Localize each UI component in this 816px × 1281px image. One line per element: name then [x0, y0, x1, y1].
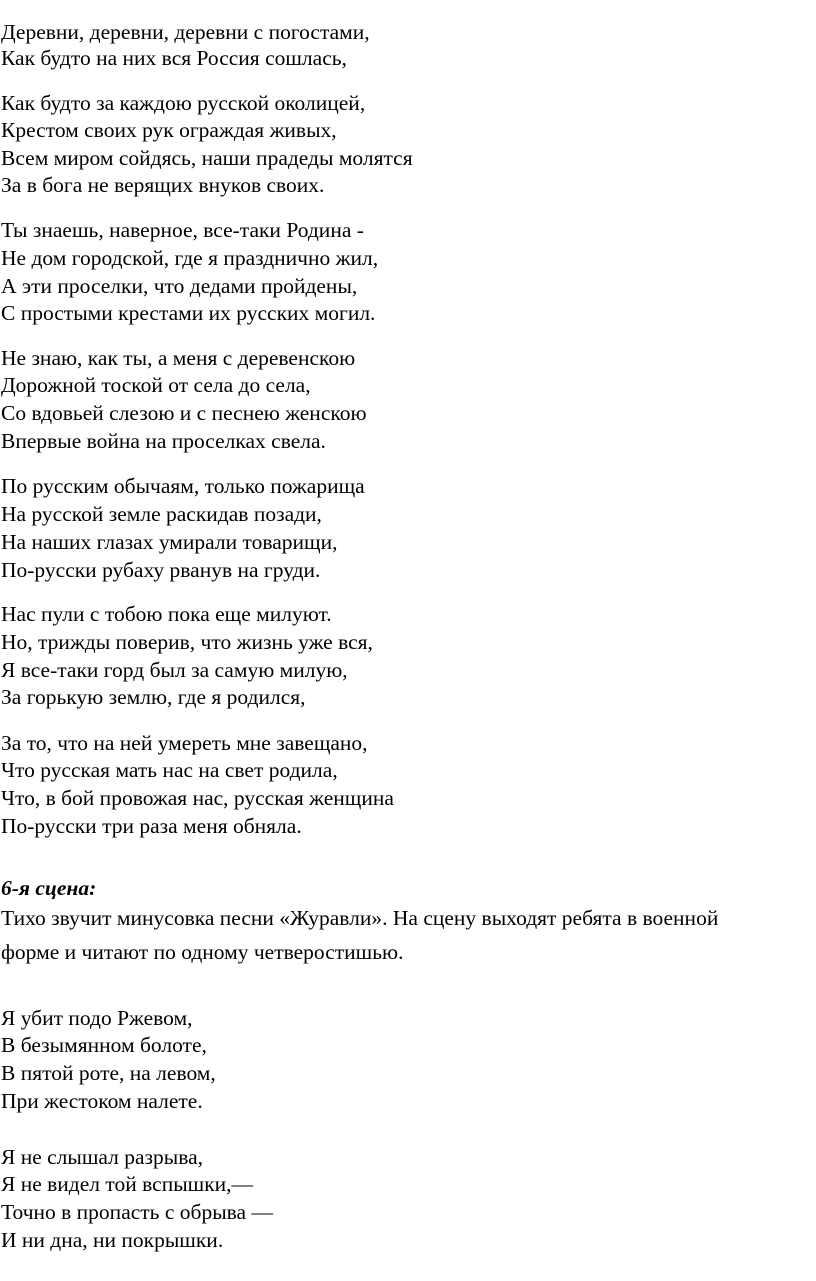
poem-line: И ни дна, ни покрышки.	[1, 1228, 224, 1252]
poem-line: Что русская мать нас на свет родила,	[1, 758, 338, 782]
poem-line: За то, что на ней умереть мне завещано,	[1, 731, 368, 755]
poem-line: Что, в бой провожая нас, русская женщина	[1, 786, 394, 810]
poem-line: На наших глазах умирали товарищи,	[1, 530, 338, 554]
poem-line: По-русски рубаху рванув на груди.	[1, 558, 321, 582]
poem-line: За в бога не верящих внуков своих.	[1, 173, 325, 197]
poem-line: Я не видел той вспышки,—	[1, 1172, 254, 1196]
poem-line: По русским обычаям, только пожарища	[1, 474, 365, 498]
poem-line: При жестоком налете.	[1, 1089, 203, 1113]
poem-line: За горькую землю, где я родился,	[1, 685, 306, 709]
poem-line: В безымянном болоте,	[1, 1033, 207, 1057]
poem-line: В пятой роте, на левом,	[1, 1061, 216, 1085]
poem-line: Ты знаешь, наверное, все-таки Родина -	[1, 218, 364, 242]
poem-line: Впервые война на проселках свела.	[1, 429, 326, 453]
poem-line: Как будто за каждою русской околицей,	[1, 91, 366, 115]
poem-line: А эти проселки, что дедами пройдены,	[1, 274, 358, 298]
stage-direction: форме и читают по одному четверостишью.	[1, 940, 404, 964]
scene-title: 6-я сцена:	[1, 876, 97, 900]
poem-line: Точно в пропасть с обрыва —	[1, 1200, 273, 1224]
poem-line: Но, трижды поверив, что жизнь уже вся,	[1, 630, 373, 654]
poem-line: На русской земле раскидав позади,	[1, 502, 322, 526]
poem-line: Я все-таки горд был за самую милую,	[1, 658, 348, 682]
poem-line: По-русски три раза меня обняла.	[1, 814, 302, 838]
poem-line: Я убит подо Ржевом,	[1, 1006, 193, 1030]
poem-line: Со вдовьей слезою и с песнею женскою	[1, 401, 367, 425]
poem-line: Я не слышал разрыва,	[1, 1145, 204, 1169]
stage-direction: Тихо звучит минусовка песни «Журавли». На сцену выходят ребята в военной	[1, 906, 719, 930]
poem-line: Крестом своих рук ограждая живых,	[1, 118, 337, 142]
poem-line: Не дом городской, где я празднично жил,	[1, 246, 379, 270]
poem-line: Дорожной тоской от села до села,	[1, 373, 311, 397]
poem-line: Как будто на них вся Россия сошлась,	[1, 46, 347, 70]
poem-line: Всем миром сойдясь, наши прадеды молятся	[1, 146, 413, 170]
poem-line: С простыми крестами их русских могил.	[1, 301, 376, 325]
poem-line: Не знаю, как ты, а меня с деревенскою	[1, 346, 356, 370]
poem-line: Нас пули с тобою пока еще милуют.	[1, 602, 332, 626]
poem-line: Деревни, деревни, деревни с погостами,	[1, 20, 370, 44]
